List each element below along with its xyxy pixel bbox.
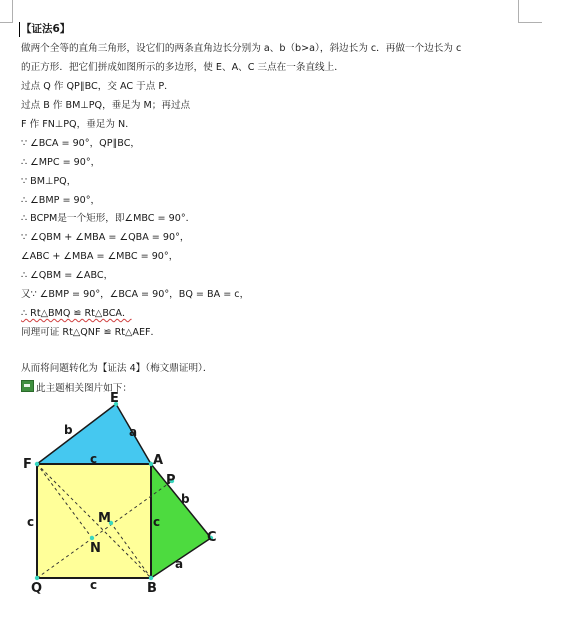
text-line-1: 做两个全等的直角三角形，设它们的两条直角边长分别为 a、b（b>a），斜边长为 c．再做一个边长为 c xyxy=(21,43,462,54)
side-label-bc: a xyxy=(175,557,184,571)
text-cursor xyxy=(19,22,20,37)
label-p: P xyxy=(166,473,176,488)
picture-icon xyxy=(21,380,34,392)
point-n xyxy=(90,536,94,540)
side-label-fe: b xyxy=(64,423,73,437)
text-line-11: ∵ ∠QBM + ∠MBA = ∠QBA = 90°， xyxy=(21,232,190,243)
crop-mark-top-left-vertical xyxy=(12,0,13,22)
crop-mark-top-right-horizontal xyxy=(518,22,542,23)
text-line-8: ∵ BM⊥PQ， xyxy=(21,176,77,187)
text-line-10: ∴ BCPM是一个矩形，即∠MBC = 90°． xyxy=(21,213,196,224)
side-label-qb: c xyxy=(90,578,98,592)
label-b: B xyxy=(147,581,157,596)
label-n: N xyxy=(90,541,101,556)
label-e: E xyxy=(110,392,119,406)
side-label-fa: c xyxy=(90,452,98,466)
text-line-14: 又∵ ∠BMP = 90°，∠BCA = 90°，BQ = BA = c， xyxy=(21,289,250,300)
proof-heading: 【证法6】 xyxy=(21,23,71,35)
crop-mark-top-right-vertical xyxy=(518,0,519,22)
conclusion-line: 从而将问题转化为【证法 4】（梅文鼎证明）． xyxy=(21,363,213,374)
point-b xyxy=(149,576,153,580)
label-q: Q xyxy=(31,581,43,596)
label-f: F xyxy=(23,457,32,472)
side-label-ba: c xyxy=(153,515,161,529)
point-q xyxy=(35,576,39,580)
text-line-7: ∴ ∠MPC = 90°， xyxy=(21,157,101,168)
text-line-12: ∠ABC + ∠MBA = ∠MBC = 90°， xyxy=(21,251,179,262)
text-line-15: ∴ Rt△BMQ ≌ Rt△BCA． xyxy=(21,308,132,319)
text-line-13: ∴ ∠QBM = ∠ABC， xyxy=(21,270,114,281)
side-label-qf: c xyxy=(27,515,35,529)
label-c: C xyxy=(207,530,217,545)
text-line-4: 过点 B 作 BM⊥PQ，垂足为 M；再过点 xyxy=(21,100,191,111)
text-line-5: F 作 FN⊥PQ，垂足为 N． xyxy=(21,119,135,130)
pythagoras-figure xyxy=(10,392,225,598)
side-label-ea: a xyxy=(129,425,138,439)
text-line-3: 过点 Q 作 QP∥BC，交 AC 于点 P． xyxy=(21,81,174,92)
caption-text: 此主题相关图片如下： xyxy=(36,383,132,394)
label-m: M xyxy=(98,511,111,526)
point-f xyxy=(35,462,39,466)
text-line-6: ∵ ∠BCA = 90°，QP∥BC， xyxy=(21,138,141,149)
crop-mark-top-left-horizontal xyxy=(0,22,13,23)
text-line-2: 的正方形．把它们拼成如图所示的多边形，使 E、A、C 三点在一条直线上． xyxy=(21,62,344,73)
text-line-16: 同理可证 Rt△QNF ≌ Rt△AEF． xyxy=(21,327,161,338)
side-label-pc: b xyxy=(181,492,190,506)
label-a: A xyxy=(153,453,164,468)
text-line-9: ∴ ∠BMP = 90°， xyxy=(21,195,101,206)
